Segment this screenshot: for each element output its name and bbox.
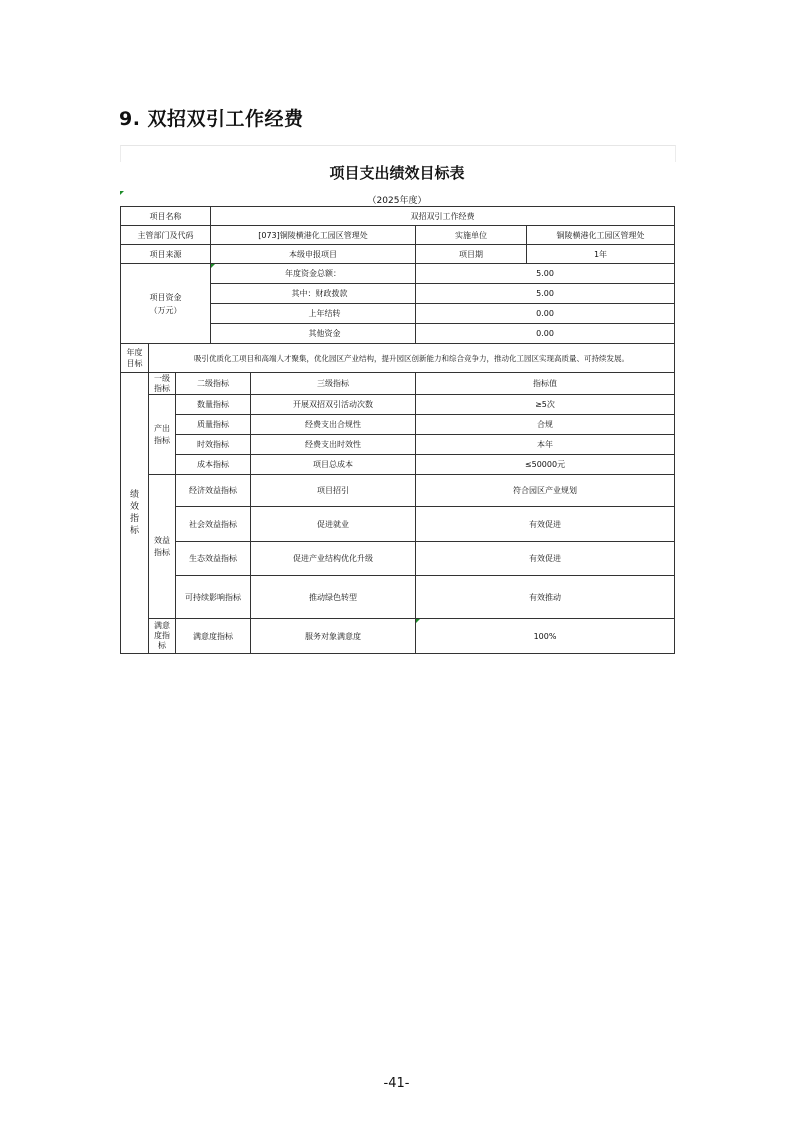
header-value: 指标值 — [416, 373, 675, 395]
level3-cell: 开展双招双引活动次数 — [251, 395, 416, 415]
level3-cell: 项目招引 — [251, 475, 416, 507]
level2-cell: 社会效益指标 — [176, 507, 251, 542]
project-name-label: 项目名称 — [121, 207, 211, 226]
dept-label: 主管部门及代码 — [121, 226, 211, 245]
row-satisfaction — [121, 619, 675, 654]
annual-goal-text: 吸引优质化工项目和高端人才聚集，优化园区产业结构，提升园区创新能力和综合竞争力，推动化工园区实现高质量、可持续发展。 — [149, 344, 675, 373]
value-cell: 符合园区产业规划 — [416, 475, 675, 507]
value-cell: 有效促进 — [416, 507, 675, 542]
level2-cell: 数量指标 — [176, 395, 251, 415]
level2-cell: 生态效益指标 — [176, 542, 251, 576]
value-cell: 合规 — [416, 415, 675, 435]
funds-row-value: 0.00 — [416, 324, 675, 344]
level2-cell: 经济效益指标 — [176, 475, 251, 507]
dept-value: [073]铜陵横港化工园区管理处 — [211, 226, 416, 245]
header-level3: 三级指标 — [251, 373, 416, 395]
level2-cell: 质量指标 — [176, 415, 251, 435]
row-output-timeliness — [121, 435, 675, 455]
table-title: 项目支出绩效目标表 — [329, 164, 465, 182]
section-title: 9. 双招双引工作经费 — [119, 108, 304, 130]
row-source — [121, 245, 675, 264]
period-value: 1年 — [527, 245, 675, 264]
funds-row-label: 年度资金总额： — [211, 264, 416, 284]
value-cell: ≤50000元 — [416, 455, 675, 475]
row-department — [121, 226, 675, 245]
page-number: -41- — [383, 1076, 410, 1091]
level2-cell: 满意度指标 — [176, 619, 251, 654]
value-cell: 有效促进 — [416, 542, 675, 576]
row-funds-total — [121, 264, 675, 284]
impl-value: 铜陵横港化工园区管理处 — [527, 226, 675, 245]
perf-indicator-label: 绩 效 指 标 — [121, 373, 149, 654]
satisfaction-indicator-label: 满意 度指 标 — [149, 619, 176, 654]
level2-cell: 成本指标 — [176, 455, 251, 475]
header-level1: 一级 指标 — [149, 373, 176, 395]
row-benefit-economic — [121, 475, 675, 507]
row-benefit-social — [121, 507, 675, 542]
level3-cell: 促进就业 — [251, 507, 416, 542]
row-output-quality — [121, 415, 675, 435]
value-cell: 100% — [416, 619, 675, 654]
value-cell: ≥5次 — [416, 395, 675, 415]
level3-cell: 经费支出时效性 — [251, 435, 416, 455]
source-label: 项目来源 — [121, 245, 211, 264]
funds-row-value: 5.00 — [416, 284, 675, 304]
period-label: 项目期 — [416, 245, 527, 264]
level3-cell: 推动绿色转型 — [251, 576, 416, 619]
header-level2: 二级指标 — [176, 373, 251, 395]
table-top-frame — [120, 145, 676, 162]
source-value: 本级申报项目 — [211, 245, 416, 264]
row-benefit-sustainable — [121, 576, 675, 619]
annual-goal-label: 年度 目标 — [121, 344, 149, 373]
row-output-cost — [121, 455, 675, 475]
funds-row-value: 5.00 — [416, 264, 675, 284]
project-name-value: 双招双引工作经费 — [211, 207, 675, 226]
row-indicator-header — [121, 373, 675, 395]
impl-label: 实施单位 — [416, 226, 527, 245]
value-cell: 本年 — [416, 435, 675, 455]
level3-cell: 促进产业结构优化升级 — [251, 542, 416, 576]
level2-cell: 可持续影响指标 — [176, 576, 251, 619]
row-output-quantity — [121, 395, 675, 415]
year-label: （2025年度） — [367, 196, 427, 206]
row-annual-goal — [121, 344, 675, 373]
level3-cell: 服务对象满意度 — [251, 619, 416, 654]
level3-cell: 经费支出合规性 — [251, 415, 416, 435]
funds-row-label: 其中：财政拨款 — [211, 284, 416, 304]
funds-label: 项目资金 （万元） — [121, 264, 211, 344]
level2-cell: 时效指标 — [176, 435, 251, 455]
level3-cell: 项目总成本 — [251, 455, 416, 475]
funds-row-label: 上年结转 — [211, 304, 416, 324]
output-indicator-label: 产出 指标 — [149, 395, 176, 475]
value-cell: 有效推动 — [416, 576, 675, 619]
performance-target-table — [120, 206, 675, 654]
row-benefit-ecological — [121, 542, 675, 576]
funds-row-value: 0.00 — [416, 304, 675, 324]
benefit-indicator-label: 效益 指标 — [149, 475, 176, 619]
row-project-name — [121, 207, 675, 226]
funds-row-label: 其他资金 — [211, 324, 416, 344]
